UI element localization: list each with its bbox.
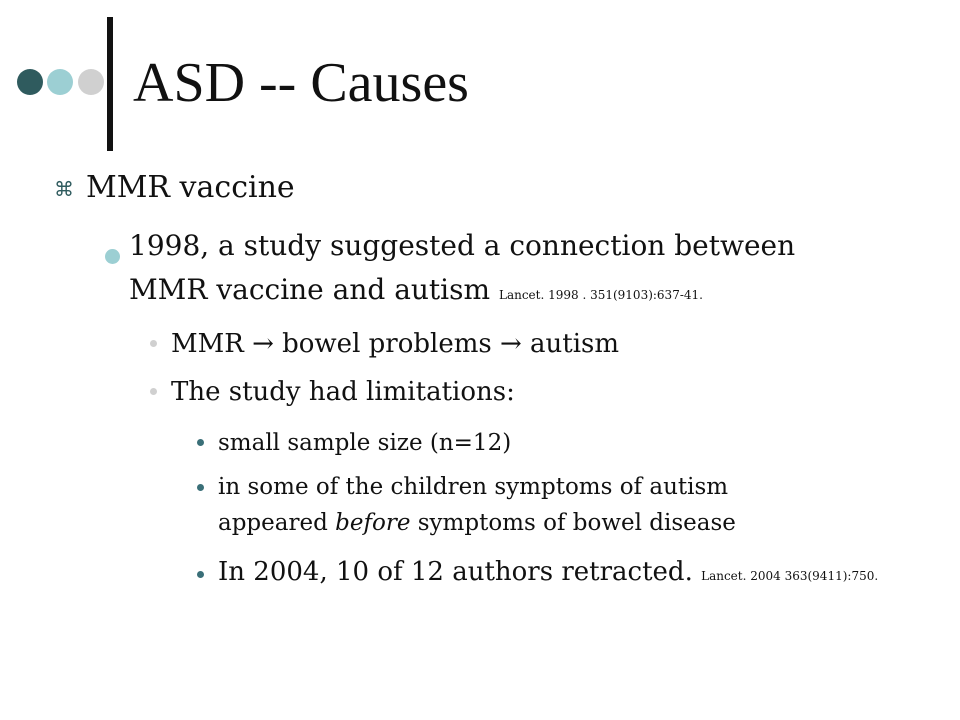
- slide-title: ASD -- Causes: [133, 52, 469, 114]
- bullet-dot-level4: [197, 439, 204, 446]
- mmr-bowel-autism: MMR → bowel problems → autism: [171, 329, 620, 359]
- bullet-dot-level4: [197, 484, 204, 491]
- bullet-dot-level4: [197, 571, 204, 578]
- bullet-dot-level3: [150, 340, 157, 347]
- bullet-dot-level3: [150, 388, 157, 395]
- study-text-line2-main: MMR vaccine and autism: [129, 273, 491, 306]
- citation-1998: Lancet. 1998 . 351(9103):637-41.: [498, 288, 703, 302]
- decor-dot-dark: [17, 69, 43, 95]
- citation-2004: Lancet. 2004 363(9411):750.: [701, 569, 879, 583]
- bullet-dot-level2: [105, 249, 120, 264]
- decor-dot-gray: [78, 69, 104, 95]
- limitation-symptoms-line2: [218, 507, 736, 539]
- study-text-line1: 1998, a study suggested a connection between: [129, 229, 796, 262]
- symptoms-line2-before: appeared: [218, 510, 336, 536]
- study-text-line2: [129, 270, 703, 315]
- command-key-icon: ⌘: [54, 177, 74, 201]
- limitation-symptoms-line1: in some of the children symptoms of autism: [218, 474, 729, 500]
- limitation-retraction: [218, 556, 878, 592]
- study-limitations: The study had limitations:: [171, 377, 515, 407]
- bullet-mmr-vaccine: MMR vaccine: [86, 170, 295, 205]
- limitation-sample-size: small sample size (n=12): [218, 430, 512, 456]
- title-divider: [107, 17, 113, 151]
- symptoms-line2-emphasis: before: [335, 510, 411, 536]
- symptoms-line2-after: symptoms of bowel disease: [410, 510, 736, 536]
- retraction-text: In 2004, 10 of 12 authors retracted.: [218, 557, 693, 587]
- decor-dot-light: [47, 69, 73, 95]
